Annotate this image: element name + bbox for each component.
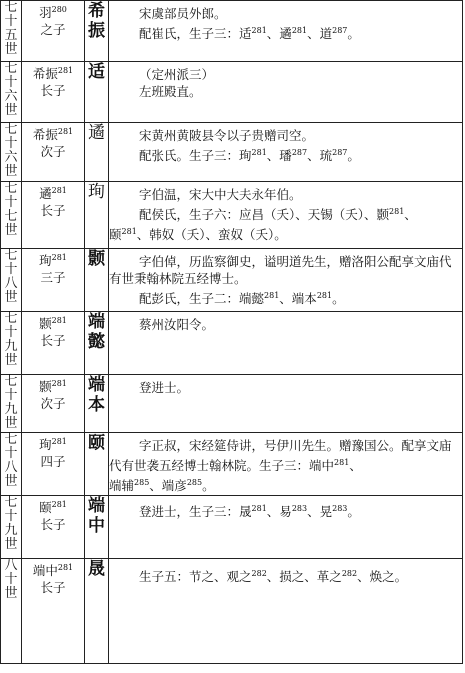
biography-text: 。 <box>347 26 360 41</box>
name-cell <box>85 496 109 559</box>
person-name: 适 <box>88 62 105 82</box>
biography-text: 、韩奴（夭）、蛮奴（夭）。 <box>136 227 287 242</box>
relation-label: 三子 <box>40 270 66 285</box>
relation-label: 次子 <box>40 144 66 159</box>
parent-name-line <box>22 496 84 516</box>
genealogy-row <box>1 433 463 496</box>
parent-page-ref: 281 <box>51 437 67 446</box>
parent-name-line <box>22 375 84 395</box>
generation-label: 八十世 <box>4 558 18 601</box>
page-ref: 281 <box>251 504 267 513</box>
name-cell <box>85 375 109 433</box>
biography-text: 字伯温，宋大中大夫永年伯。 <box>139 187 302 202</box>
biography-text: 端辅 <box>109 478 135 493</box>
parent-cell <box>22 249 85 312</box>
biography-text: 生子五：节之、观之 <box>139 569 252 584</box>
person-name: 颐 <box>88 433 105 453</box>
parent-cell <box>22 62 85 123</box>
genealogy-row <box>1 62 463 123</box>
biography-cell <box>109 249 463 312</box>
generation-cell <box>1 312 22 375</box>
generation-cell <box>1 62 22 123</box>
page-ref: 283 <box>291 504 308 513</box>
generation-label: 七十六世 <box>4 61 18 118</box>
biography-text: 、道 <box>307 26 333 41</box>
name-cell <box>85 123 109 182</box>
biography-cell <box>109 123 463 182</box>
biography-line <box>109 186 462 203</box>
parent-cell <box>22 433 85 496</box>
generation-label: 七十五世 <box>4 0 18 57</box>
relation-label: 长子 <box>40 203 66 218</box>
generation-cell <box>1 1 22 62</box>
biography-text: 、损之、革之 <box>266 569 342 584</box>
relation-label: 之子 <box>40 22 66 37</box>
generation-label: 七十八世 <box>4 248 18 305</box>
page-ref: 287 <box>291 148 308 157</box>
parent-page-ref: 281 <box>51 500 67 509</box>
page-ref: 281 <box>316 291 333 300</box>
biography-text: 、焕之。 <box>357 569 408 584</box>
biography-text: 。 <box>202 478 215 493</box>
parent-page-ref: 281 <box>51 379 67 388</box>
biography-line <box>109 22 462 42</box>
biography-text: 、端彦 <box>149 478 187 493</box>
person-name: 端本 <box>88 375 105 415</box>
parent-page-ref: 280 <box>51 5 67 14</box>
relation-label: 四子 <box>40 454 66 469</box>
biography-text: 字伯倬，历监察御史，谥明道先生，赠洛阳公配享文庙代有世秉翰林院五经博士。 <box>109 254 452 286</box>
name-cell <box>85 1 109 62</box>
genealogy-row <box>1 496 463 559</box>
generation-cell <box>1 559 22 664</box>
biography-line <box>109 474 462 494</box>
page-ref: 285 <box>134 478 150 487</box>
parent-cell <box>22 559 85 664</box>
biography-text: 、端本 <box>279 291 317 306</box>
biography-text: 颐 <box>109 227 122 242</box>
biography-line <box>109 83 462 100</box>
parent-cell <box>22 182 85 249</box>
page-ref: 281 <box>334 458 350 467</box>
biography-line <box>109 437 462 474</box>
page-ref: 281 <box>291 26 308 35</box>
generation-label: 七十七世 <box>4 181 18 238</box>
biography-text: 、璠 <box>266 148 292 163</box>
page-ref: 283 <box>332 504 348 513</box>
biography-line <box>109 253 462 287</box>
relation-label: 长子 <box>40 580 66 595</box>
parent-name: 珣 <box>39 253 52 268</box>
biography-line <box>109 203 462 223</box>
biography-text: 。 <box>347 148 360 163</box>
name-cell <box>85 62 109 123</box>
biography-text: 、晃 <box>307 504 333 519</box>
page-ref: 282 <box>341 569 358 578</box>
page-ref: 287 <box>332 26 348 35</box>
biography-text: 、 <box>349 458 362 473</box>
parent-name-line <box>22 249 84 269</box>
person-name: 端中 <box>88 496 105 536</box>
page-ref: 281 <box>251 148 267 157</box>
biography-line <box>109 127 462 144</box>
parent-name: 羽 <box>39 5 52 20</box>
parent-cell <box>22 496 85 559</box>
biography-text: 左班殿直。 <box>139 84 202 99</box>
generation-label: 七十九世 <box>4 374 18 431</box>
biography-cell <box>109 433 463 496</box>
biography-text: 宋虞部员外郎。 <box>139 6 227 21</box>
page-ref: 281 <box>389 207 405 216</box>
genealogy-row <box>1 1 463 62</box>
biography-text: 宋黄州黄陂县令以子贵赠司空。 <box>139 128 315 143</box>
parent-cell <box>22 375 85 433</box>
genealogy-row <box>1 249 463 312</box>
generation-label: 七十九世 <box>4 495 18 552</box>
biography-line <box>109 287 462 307</box>
biography-line <box>109 316 462 333</box>
person-name: 端懿 <box>88 312 105 352</box>
biography-cell <box>109 312 463 375</box>
parent-name-line <box>22 559 84 579</box>
parent-name-line <box>22 1 84 21</box>
parent-name: 希振 <box>32 127 58 142</box>
biography-text: （定州派三） <box>139 67 215 82</box>
genealogy-row <box>1 123 463 182</box>
biography-line <box>109 565 462 585</box>
generation-cell <box>1 375 22 433</box>
page-ref: 285 <box>186 478 203 487</box>
biography-line <box>109 223 462 243</box>
parent-cell <box>22 312 85 375</box>
page-ref: 281 <box>251 26 267 35</box>
biography-line <box>109 500 462 520</box>
genealogy-row <box>1 375 463 433</box>
page-ref: 281 <box>264 291 280 300</box>
biography-text: 登进士。 <box>139 380 190 395</box>
page-ref: 282 <box>251 569 267 578</box>
parent-page-ref: 281 <box>51 253 67 262</box>
biography-line <box>109 144 462 164</box>
generation-cell <box>1 496 22 559</box>
parent-page-ref: 281 <box>57 127 74 136</box>
biography-line <box>109 5 462 22</box>
biography-text: 、易 <box>266 504 292 519</box>
generation-label: 七十九世 <box>4 311 18 368</box>
person-name: 晟 <box>88 559 105 579</box>
biography-cell <box>109 496 463 559</box>
relation-label: 次子 <box>40 396 66 411</box>
biography-cell <box>109 375 463 433</box>
person-name: 遹 <box>88 123 105 143</box>
person-name: 希振 <box>88 1 105 41</box>
generation-cell <box>1 123 22 182</box>
page-ref: 281 <box>121 227 137 236</box>
generation-cell <box>1 182 22 249</box>
relation-label: 长子 <box>40 517 66 532</box>
relation-label: 长子 <box>40 333 66 348</box>
biography-cell <box>109 1 463 62</box>
name-cell <box>85 433 109 496</box>
person-name: 颢 <box>88 249 105 269</box>
biography-text: 蔡州汝阳令。 <box>139 317 215 332</box>
parent-name: 颢 <box>39 316 52 331</box>
biography-cell <box>109 559 463 664</box>
genealogy-row <box>1 312 463 375</box>
biography-line <box>109 379 462 396</box>
name-cell <box>85 312 109 375</box>
biography-text: 、遹 <box>266 26 292 41</box>
parent-name: 颢 <box>39 379 52 394</box>
biography-cell <box>109 182 463 249</box>
biography-text: 字正叔，宋经筵侍讲，号伊川先生。赠豫国公。配享文庙代有世袭五经博士翰林院。生子三：端中 <box>109 438 452 473</box>
parent-page-ref: 281 <box>51 186 67 195</box>
generation-label: 七十八世 <box>4 432 18 489</box>
biography-text: 登进士，生子三：晟 <box>139 504 252 519</box>
biography-cell <box>109 62 463 123</box>
biography-text: 配崔氏，生子三：适 <box>139 26 252 41</box>
biography-text: 、 <box>404 207 417 222</box>
name-cell <box>85 249 109 312</box>
parent-name-line <box>22 123 84 143</box>
biography-line <box>109 66 462 83</box>
parent-name-line <box>22 182 84 202</box>
parent-name-line <box>22 62 84 82</box>
parent-name: 遹 <box>39 186 52 201</box>
parent-page-ref: 281 <box>51 316 67 325</box>
parent-name: 端中 <box>32 563 58 578</box>
parent-cell <box>22 1 85 62</box>
generation-label: 七十六世 <box>4 122 18 179</box>
parent-page-ref: 281 <box>57 563 74 572</box>
relation-label: 长子 <box>40 83 66 98</box>
person-name: 珣 <box>88 182 105 202</box>
parent-name: 颐 <box>39 500 52 515</box>
biography-text: 配侯氏，生子六：应昌（夭）、天锡（夭）、颢 <box>139 207 390 222</box>
name-cell <box>85 559 109 664</box>
biography-text: 配彭氏，生子二：端懿 <box>139 291 265 306</box>
biography-text: 配张氏。生子三：珣 <box>139 148 252 163</box>
parent-page-ref: 281 <box>57 66 74 75</box>
page-ref: 287 <box>332 148 348 157</box>
genealogy-row <box>1 182 463 249</box>
biography-text: 。 <box>347 504 360 519</box>
name-cell <box>85 182 109 249</box>
generation-cell <box>1 433 22 496</box>
parent-name-line <box>22 312 84 332</box>
generation-cell <box>1 249 22 312</box>
parent-name: 珣 <box>39 437 52 452</box>
biography-text: 、琉 <box>307 148 333 163</box>
parent-name: 希振 <box>32 66 58 81</box>
biography-text: 。 <box>332 291 345 306</box>
parent-name-line <box>22 433 84 453</box>
parent-cell <box>22 123 85 182</box>
genealogy-row <box>1 559 463 664</box>
